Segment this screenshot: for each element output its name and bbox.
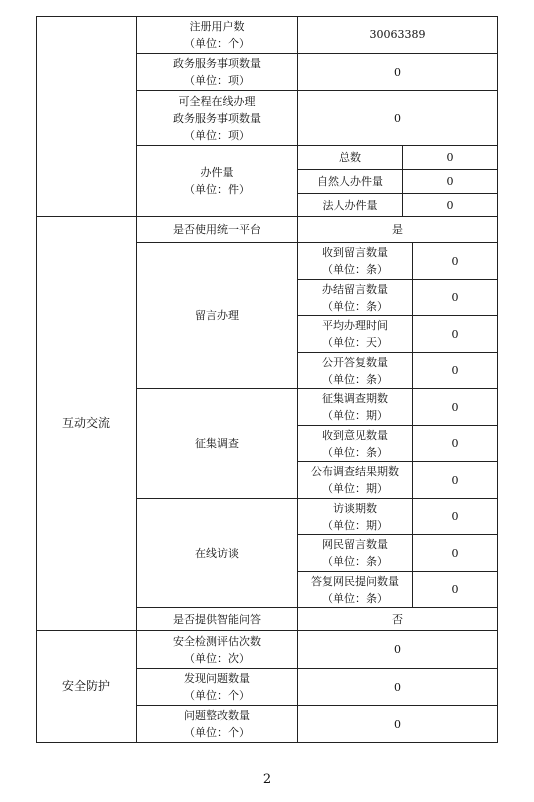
gov-items-value: 0 <box>298 54 498 91</box>
messages-public-reply-value: 0 <box>413 353 498 389</box>
security-fixes-label: 问题整改数量 （单位：个） <box>137 706 298 743</box>
interview-replies-value: 0 <box>413 572 498 608</box>
security-fixes-value: 0 <box>298 706 498 743</box>
interview-netizen-msgs-label: 网民留言数量 （单位：条） <box>298 535 413 572</box>
survey-periods-label: 征集调查期数 （单位：期） <box>298 389 413 426</box>
messages-avg-time-value: 0 <box>413 316 498 353</box>
handled-total-value: 0 <box>403 146 498 170</box>
survey-periods-value: 0 <box>413 389 498 426</box>
messages-received-value: 0 <box>413 243 498 280</box>
handled-natural-label: 自然人办件量 <box>298 170 403 194</box>
security-issues-value: 0 <box>298 669 498 706</box>
messages-group-label: 留言办理 <box>137 243 298 389</box>
survey-opinions-label: 收到意见数量 （单位：条） <box>298 426 413 462</box>
page-number: 2 <box>262 772 272 787</box>
interview-periods-label: 访谈期数 （单位：期） <box>298 499 413 535</box>
handled-total-label: 总数 <box>298 146 403 170</box>
interview-replies-label: 答复网民提问数量 （单位：条） <box>298 572 413 608</box>
messages-closed-label: 办结留言数量 （单位：条） <box>298 280 413 316</box>
unified-platform-label: 是否使用统一平台 <box>137 217 298 243</box>
security-checks-label: 安全检测评估次数 （单位：次） <box>137 631 298 669</box>
survey-group-label: 征集调查 <box>137 389 298 499</box>
messages-closed-value: 0 <box>413 280 498 316</box>
handled-natural-value: 0 <box>403 170 498 194</box>
security-section-label: 安全防护 <box>36 631 137 743</box>
messages-public-reply-label: 公开答复数量 （单位：条） <box>298 353 413 389</box>
registered-users-label: 注册用户数 （单位：个） <box>137 16 298 54</box>
handled-label: 办件量 （单位：件） <box>137 146 298 217</box>
handled-legal-label: 法人办件量 <box>298 194 403 217</box>
top-section-blank-cell <box>36 16 137 217</box>
survey-results-label: 公布调查结果期数 （单位：期） <box>298 462 413 499</box>
gov-items-label: 政务服务事项数量 （单位：项） <box>137 54 298 91</box>
messages-avg-time-label: 平均办理时间 （单位：天） <box>298 316 413 353</box>
registered-users-value: 30063389 <box>298 16 498 54</box>
smart-qa-label: 是否提供智能问答 <box>137 608 298 631</box>
interaction-section-label: 互动交流 <box>36 217 137 631</box>
online-items-label: 可全程在线办理 政务服务事项数量 （单位：项） <box>137 91 298 146</box>
interview-netizen-msgs-value: 0 <box>413 535 498 572</box>
smart-qa-value: 否 <box>298 608 498 631</box>
unified-platform-value: 是 <box>298 217 498 243</box>
survey-results-value: 0 <box>413 462 498 499</box>
interview-group-label: 在线访谈 <box>137 499 298 608</box>
security-checks-value: 0 <box>298 631 498 669</box>
security-issues-label: 发现问题数量 （单位：个） <box>137 669 298 706</box>
online-items-value: 0 <box>298 91 498 146</box>
messages-received-label: 收到留言数量 （单位：条） <box>298 243 413 280</box>
interview-periods-value: 0 <box>413 499 498 535</box>
survey-opinions-value: 0 <box>413 426 498 462</box>
handled-legal-value: 0 <box>403 194 498 217</box>
